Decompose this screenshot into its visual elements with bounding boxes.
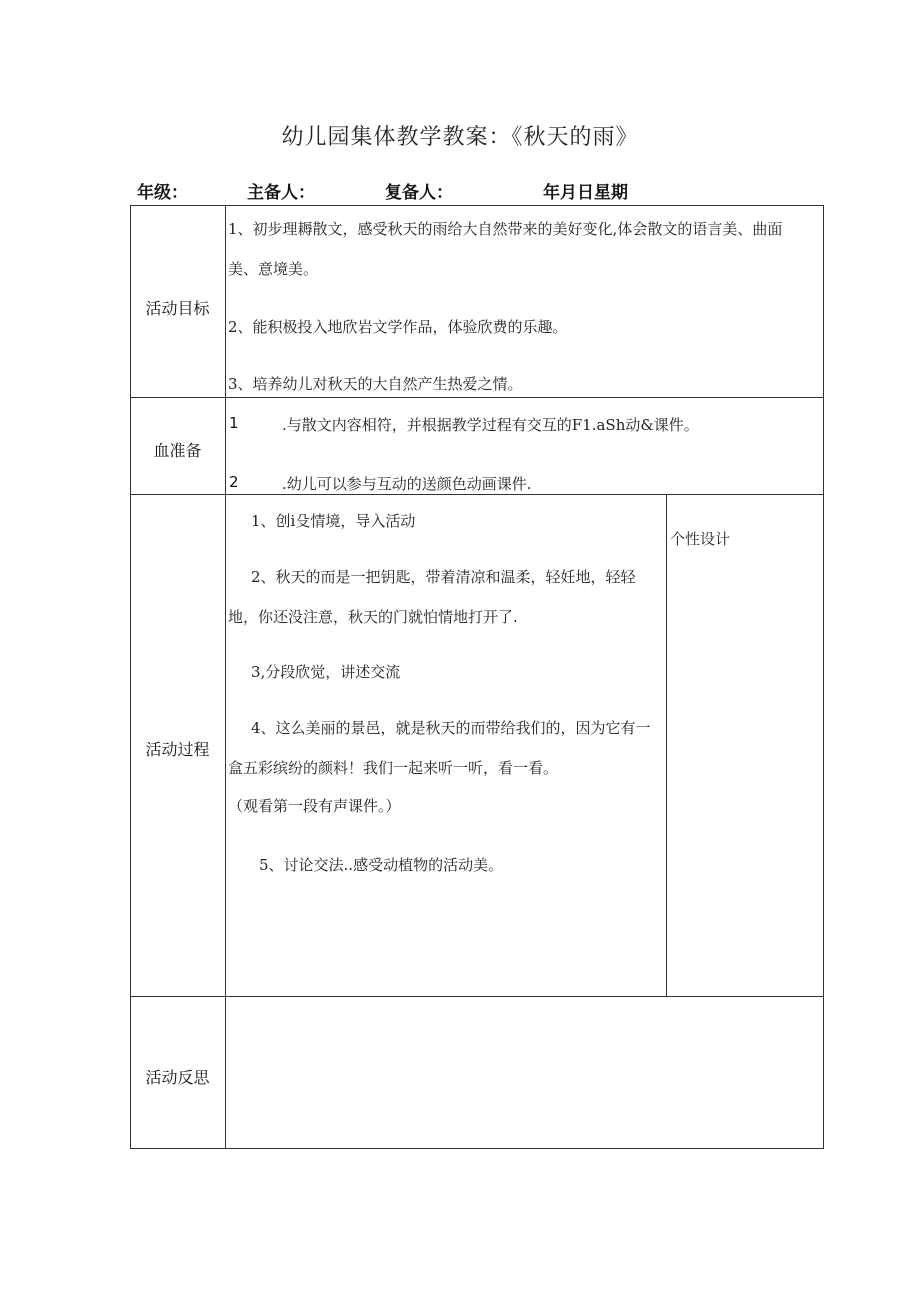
date-label: 年月日星期 — [543, 183, 628, 203]
reflection-label: 活动反思 — [145, 1068, 210, 1087]
process-step-2: 2、秋天的而是一把钥匙，带着清凉和温柔，轻妊地，轻轻地，你还没注意，秋天的门就怕情地打开了. — [228, 568, 636, 626]
row-divider-process — [130, 996, 824, 997]
lead-preparer-label: 主备人： — [247, 183, 315, 203]
goals-label: 活动目标 — [145, 299, 210, 318]
prep-item-1-text: .与散文内容相符，并根据教学过程有交互的F1.aSh动&课件。 — [282, 416, 699, 434]
prep-item-2-number: 2 — [229, 473, 239, 491]
prep-label: 血准备 — [153, 441, 202, 460]
side-column-divider — [666, 494, 667, 996]
process-step-1: 1、创i殳情境，导入活动 — [251, 512, 416, 530]
process-step-4: 4、这么美丽的景邑，就是秋天的而带给我们的，因为它有一盒五彩缤纷的颜料！我们一起来听一听，看一看。 — [228, 719, 651, 777]
header-meta — [0, 178, 920, 204]
row-divider-prep — [130, 494, 824, 495]
prep-item-1-number: 1 — [229, 414, 239, 432]
process-step-3: 3,分段欣觉，讲述交流 — [251, 663, 401, 681]
prep-item-2-text: .幼儿可以参与互动的送颜色动画课件. — [282, 475, 532, 493]
row-divider-goals — [130, 397, 824, 398]
goal-item-2: 2、能积极投入地欣岩文学作品，体验欣费的乐趣。 — [228, 318, 568, 336]
process-step-4-note: （观看第一段有声课件。） — [228, 797, 401, 815]
reviewer-label: 复备人： — [385, 183, 453, 203]
process-step-5: 5、讨论交法..感受动植物的活动美。 — [259, 856, 504, 874]
goal-item-3: 3、培养幼儿对秋天的大自然产生热爱之情。 — [228, 375, 523, 393]
process-side-note: 个性设计 — [670, 530, 731, 548]
document-title: 幼儿园集体教学教案：《秋天的雨》 — [281, 125, 639, 150]
lesson-table — [130, 205, 824, 1149]
label-column-divider — [225, 205, 226, 1149]
goal-item-1: 1、初步理耨散文，感受秋天的雨给大自然带来的美好变化,体会散文的语言美、曲面美、意境美。 — [228, 220, 783, 278]
grade-label: 年级： — [137, 183, 188, 203]
process-label: 活动过程 — [145, 740, 210, 759]
